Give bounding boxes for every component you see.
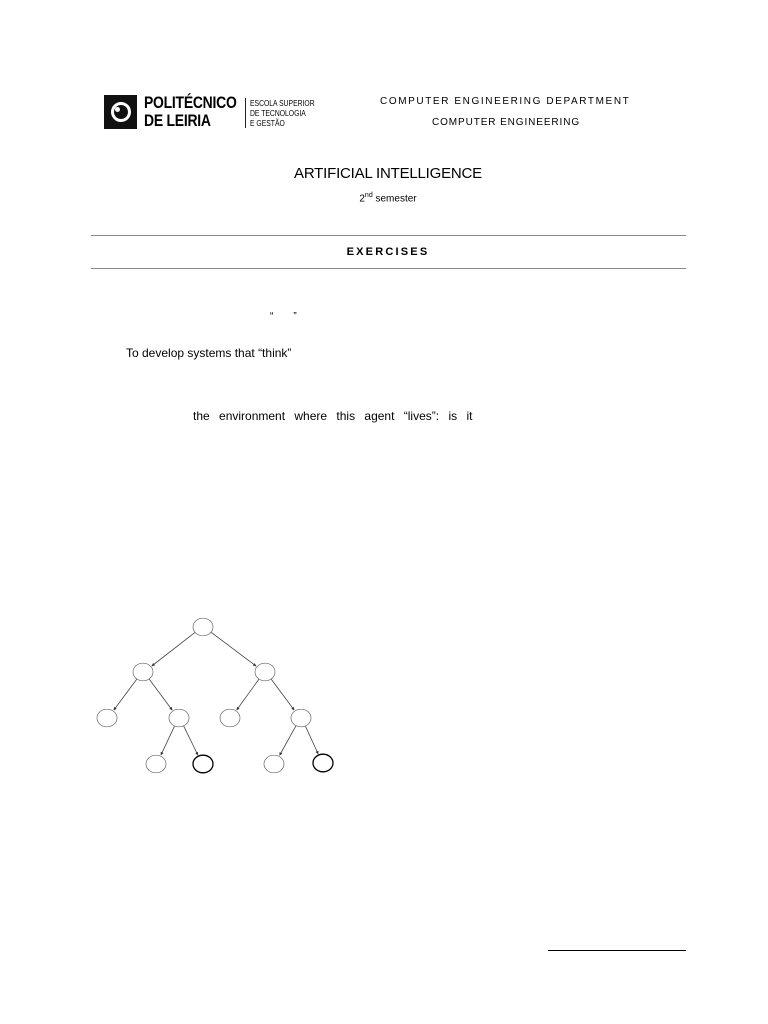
tree-edge-lr-lrr [184, 726, 198, 755]
logo-sub-line2: DE TECNOLOGIA [250, 108, 306, 118]
quote-open: “ [270, 311, 274, 322]
tree-node-rl [220, 709, 240, 727]
tree-node-lrl [146, 755, 166, 773]
logo-name-line2: DE LEIRIA [144, 111, 211, 130]
semester-text: semester [372, 193, 417, 205]
tree-edge-l-lr [149, 679, 172, 710]
tree-node-rr [291, 709, 311, 727]
tree-edge-rr-rrr [305, 726, 318, 754]
tree-edge-r-rl [237, 679, 259, 710]
logo-sub-line3: E GESTÃO [250, 118, 285, 128]
body-line-1: To develop systems that “think” [126, 346, 292, 360]
tree-edge-root-r [211, 632, 256, 666]
footnote-separator [548, 950, 686, 951]
heading-rule-bottom [91, 268, 686, 269]
tree-node-r [255, 663, 275, 681]
tree-edge-lr-lrl [161, 726, 175, 755]
tree-node-rrr [313, 754, 333, 772]
tree-node-rrl [264, 755, 284, 773]
course-name: COMPUTER ENGINEERING [432, 117, 581, 128]
document-title: ARTIFICIAL INTELLIGENCE [294, 165, 482, 182]
logo-name-line1: POLITÉCNICO [144, 93, 237, 112]
tree-node-l [133, 663, 153, 681]
logo-sub-line1: ESCOLA SUPERIOR [250, 98, 315, 108]
tree-edge-root-l [152, 632, 195, 666]
tree-edge-r-rr [271, 679, 294, 710]
tree-node-root [193, 618, 213, 636]
tree-node-lrr [193, 755, 213, 773]
logo-emblem-icon [104, 95, 137, 129]
heading-rule-top [91, 235, 686, 236]
tree-edge-rr-rrl [280, 726, 296, 756]
logo-separator [245, 98, 246, 128]
semester-label [0, 192, 768, 204]
body-line-2: the environment where this agent “lives”: is it [193, 409, 473, 423]
semester-number: 2 [359, 193, 365, 205]
department-name: COMPUTER ENGINEERING DEPARTMENT [380, 96, 631, 107]
tree-edge-l-ll [114, 679, 137, 710]
quote-marks [270, 311, 317, 322]
tree-diagram [90, 610, 340, 780]
logo-subtitle [250, 98, 315, 128]
tree-node-ll [97, 709, 117, 727]
logo-wordmark [144, 94, 237, 130]
quote-close: ” [293, 311, 297, 322]
semester-suffix: nd [364, 192, 373, 199]
tree-node-lr [169, 709, 189, 727]
institution-logo [104, 95, 314, 131]
section-heading: EXERCISES [346, 246, 430, 258]
